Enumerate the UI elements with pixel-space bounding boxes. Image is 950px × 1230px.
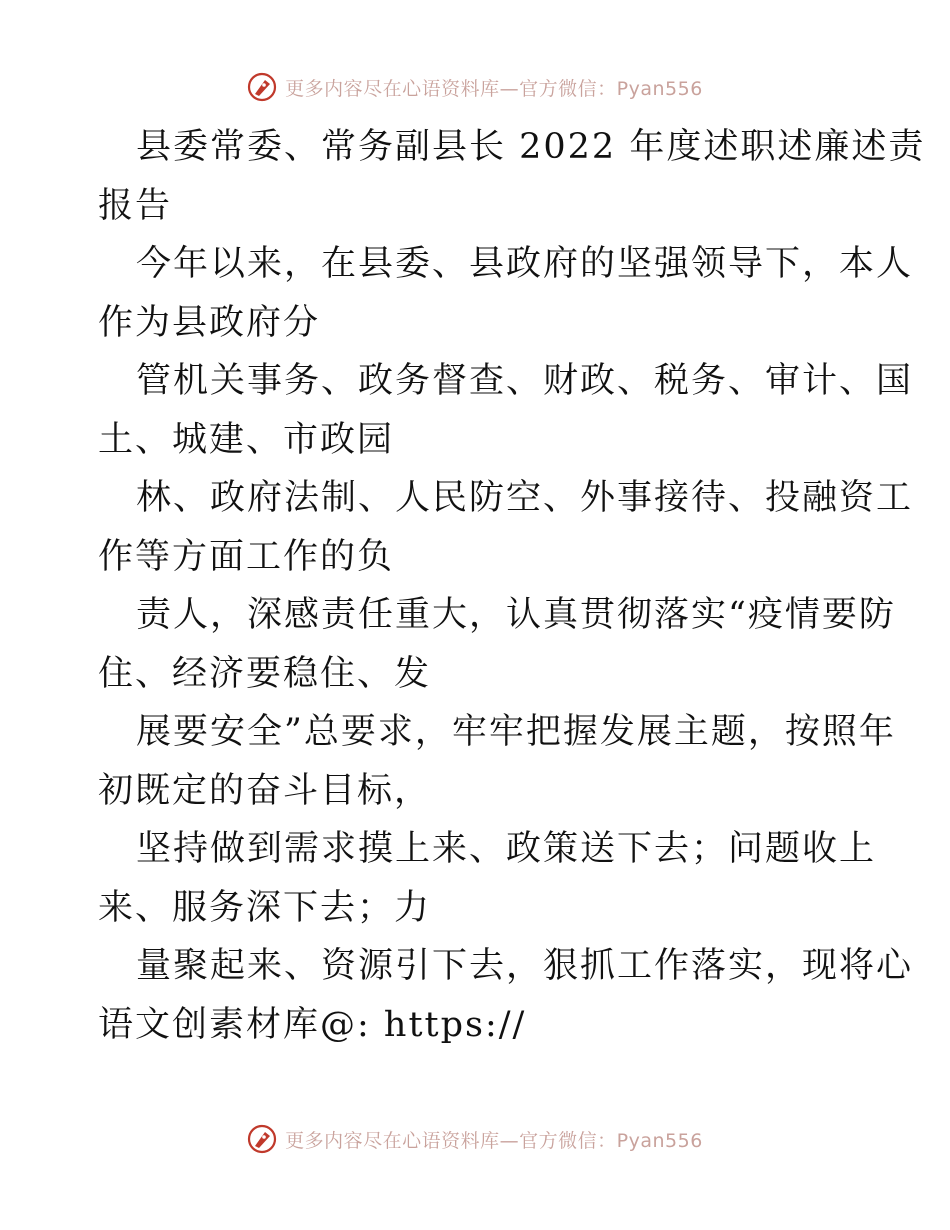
watermark-text: 更多内容尽在心语资料库—官方微信：Pyan556: [285, 77, 703, 100]
doc-line: 责人，深感责任重大，认真贯彻落实“疫情要防: [136, 595, 896, 635]
doc-line: 作为县政府分: [98, 302, 321, 343]
doc-line: 土、城建、市政园: [98, 419, 395, 460]
doc-line: 语文创素材库@: https://: [98, 1004, 527, 1045]
doc-line: 初既定的奋斗目标，: [98, 770, 432, 811]
header-watermark: [0, 72, 950, 102]
document-body: [98, 118, 926, 1054]
doc-line: 来、服务深下去；力: [98, 887, 432, 928]
doc-line: 今年以来，在县委、县政府的坚强领导下，本人: [136, 244, 914, 284]
doc-line: 县委常委、常务副县长 2022 年度述职述廉述责: [136, 127, 926, 167]
footer-watermark: [0, 1124, 950, 1154]
pen-nib-logo-icon: [247, 72, 277, 102]
doc-line: 量聚起来、资源引下去，狠抓工作落实，现将心: [136, 946, 914, 986]
doc-line: 管机关事务、政务督查、财政、税务、审计、国: [136, 361, 914, 401]
doc-line: 作等方面工作的负: [98, 536, 395, 577]
doc-line: 报告: [98, 185, 173, 226]
doc-line: 展要安全”总要求，牢牢把握发展主题，按照年: [136, 712, 896, 752]
doc-line: 林、政府法制、人民防空、外事接待、投融资工: [136, 478, 914, 518]
doc-line: 住、经济要稳住、发: [98, 653, 432, 694]
watermark-text: 更多内容尽在心语资料库—官方微信：Pyan556: [285, 1129, 703, 1152]
doc-line: 坚持做到需求摸上来、政策送下去；问题收上: [136, 829, 877, 869]
pen-nib-logo-icon: [247, 1124, 277, 1154]
